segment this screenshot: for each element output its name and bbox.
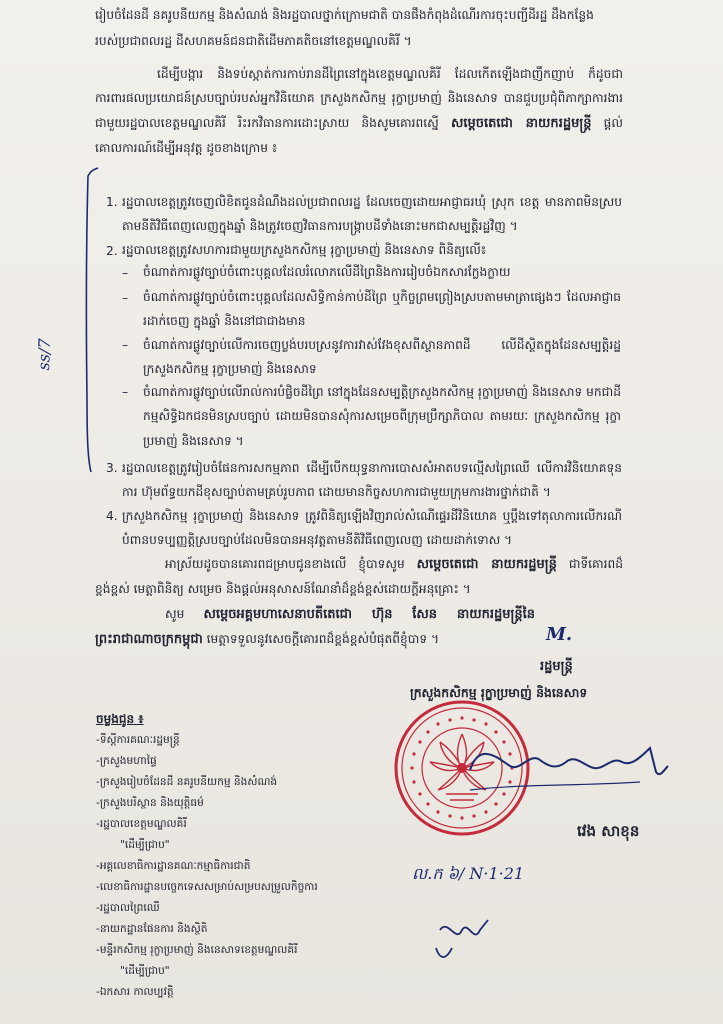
cc-item: -រដ្ឋបាលព្រៃឈើ <box>96 902 160 914</box>
item-number-2: 2. <box>106 244 118 258</box>
signatory-name: វេង សាខុន <box>577 822 640 840</box>
intro-line-2: របស់ប្រជាពលរដ្ឋ ដីសហគមន៍ជនជាតិដើមភាគតិចនៅខេត្តមណ្ឌលគិរី ។ <box>95 34 412 48</box>
cc-item-note: "ដើម្បីជ្រាប" <box>120 839 170 851</box>
item-3-text: រដ្ឋបាលខេត្តត្រូវរៀបចំផែនការសកម្មភាព ដើម្បីបើកយុទ្ធនាការបោសសំអាតបទល្មើសព្រៃឈើ លើការវិនិយោគទុនការ ហ៊ុមព័ទ្ធយកដីខុសច្បាប់តាមគ្រប់រូបភាព ដោយមានកិច្ចសហការជាមួយក្រុមការងារថ្នាក់ជាតិ ។ <box>122 461 622 500</box>
cc-item: -ក្រសួងបរិស្ថាន និងយុត្តិធម៌ <box>96 797 204 809</box>
cc-item-note: "ដើម្បីជ្រាប" <box>120 965 170 977</box>
item-number-1: 1. <box>106 195 118 209</box>
cc-item: -រដ្ឋបាលខេត្តមណ្ឌលគិរី <box>96 818 187 830</box>
paragraph-request-addressee: សម្តេចតេជោ នាយករដ្ឋមន្ត្រី <box>450 115 592 131</box>
cc-item: -ក្រសួងរៀបចំដែនដី នគរូបនីយកម្ម និងសំណង់ <box>96 776 278 788</box>
sub-bullet-2: ចំណាត់ការផ្លូវច្បាប់ចំពោះបុគ្គលដែលសិទ្ធិកាន់កាប់ដីព្រៃ ឬកិច្ចព្រមព្រៀងស្របតាមមាត្រាផ្សេងៗ ដែលអាជ្ញាធរដាក់ចេញ ក្នុងឆ្នាំ និងនៅជាជាងមាន <box>143 290 621 329</box>
bullet-dash: – <box>122 385 129 399</box>
signature-scribble <box>470 748 668 774</box>
cc-item: -មន្ទីរកសិកម្ម រុក្ខាប្រមាញ់ និងនេសាទខេត្តមណ្ឌលគិរី <box>96 944 298 956</box>
margin-bracket-mark <box>86 168 98 472</box>
item-number-3: 3. <box>106 461 118 475</box>
bullet-dash: – <box>122 291 129 305</box>
item-4-text: ក្រសួងកសិកម្ម រុក្ខាប្រមាញ់ និងនេសាទ ត្រូវពិនិត្យឡើងវិញរាល់សំណើផ្ទេរដីវិនិយោគ ឬប្តឹងទៅតុលាការលើករណី បំពានបទប្បញ្ញត្តិស្របច្បាប់ដែលមិនបានអនុវត្តតាមនីតិវិធីពេញលេញ ដោយដាក់ទោស ។ <box>122 509 622 548</box>
official-seal-icon <box>396 702 528 834</box>
item-2-text: រដ្ឋបាលខេត្តត្រូវសហការជាមួយក្រសួងកសិកម្ម រុក្ខាប្រមាញ់ និងនេសាទ ពិនិត្យលើ៖ <box>122 243 487 257</box>
cc-item: -នាយកដ្ឋានផែនការ និងស្ថិតិ <box>96 923 208 935</box>
bullet-dash: – <box>122 338 129 352</box>
closing-addressee: សម្តេចតេជោ នាយករដ្ឋមន្ត្រី <box>416 557 557 572</box>
margin-handwritten-note: ss/7 <box>34 338 55 371</box>
closing-tail: ជាទីគោរពដ៏ ខ្ពង់ខ្ពស់ មេត្តាពិនិត្យ សម្រេច និងផ្តល់អនុសាសន៍ណែនាំដ៏ខ្ពង់ខ្ពស់ដោយក្តីអនុគ្រោះ ។ <box>95 557 623 597</box>
closing-text: អាស្រ័យដូចបានគោរពជម្រាបជូនខាងលើ ខ្ញុំបាទសូម <box>165 557 405 571</box>
bullet-dash: – <box>122 266 129 280</box>
paragraph-request-tail: ផ្តល់គោលការណ៍ដើម្បីអនុវត្ត ដូចខាងក្រោម ៖ <box>95 115 623 155</box>
signatory-title: រដ្ឋមន្ត្រី <box>540 659 573 674</box>
item-number-4: 4. <box>106 509 118 523</box>
sub-bullet-1: ចំណាត់ការផ្លូវច្បាប់ចំពោះបុគ្គលដែលរំលោភលើដីព្រៃនិងការរៀបចំឯកសារក្លែងក្លាយ <box>143 265 511 279</box>
sub-bullet-4: ចំណាត់ការផ្លូវច្បាប់លើរាល់ការបំផ្លិចដីព្រៃ នៅក្នុងដែនសម្បត្តិក្រសួងកសិកម្ម រុក្ខាប្រមាញ់ និងនេសាទ មកជាដីកម្មសិទ្ធិឯកជនមិនស្របច្បាប់ ដោយមិនបានសុំការសម្រេចពីក្រុមប្រឹក្សាភិបាល តាមរយៈ ក្រសួងកសិកម្ម រុក្ខាប្រមាញ់ និងនេសាទ ។ <box>143 385 621 448</box>
salutation-addressee: សម្តេចអគ្គមហាសេនាបតីតេជោ ហ៊ុន សែន នាយករដ្ឋមន្ត្រីនៃព្រះរាជាណាចក្រកម្ពុជា <box>95 607 536 648</box>
handwritten-flourish <box>440 920 488 935</box>
handwritten-initials: M. <box>546 624 573 645</box>
salutation-tail: មេត្តាទទួលនូវសេចក្តីគោរពដ៏ខ្ពង់ខ្ពស់បំផុតពីខ្ញុំបាទ ។ <box>206 632 439 647</box>
cc-heading: ចម្លងជូន ៖ <box>96 712 144 726</box>
sub-bullet-3: ចំណាត់ការផ្លូវច្បាប់លើការចេញប្លង់បរបស្រនូវការវាស់វែងខុសពីស្ថានភាពដី លើដីស្ថិតក្នុងដែនសម្បត្តិរដ្ឋ ក្រសួងកសិកម្ម រុក្ខាប្រមាញ់ និងនេសាទ <box>143 338 621 377</box>
item-1-text: រដ្ឋបាលខេត្តត្រូវចេញលិខិតជូនដំណឹងដល់ប្រជាពលរដ្ឋ ដែលចេញដោយអាជ្ញាធរឃុំ ស្រុក ខេត្ត មានភាពមិនស្របតាមនីតិវិធីពេញលេញក្នុងឆ្នាំ និងត្រូវចេញវិធានការបង្ក្រាបដីទាំងនោះមកជាសម្បត្តិរដ្ឋវិញ ។ <box>122 195 622 234</box>
cc-item: -ឯកសារ កាលប្បវត្តិ <box>96 986 174 998</box>
cc-item: -អគ្គលេខាធិការដ្ឋានគណៈកម្មាធិការជាតិ <box>96 860 251 872</box>
salutation-lead: សូម <box>165 607 185 621</box>
cc-item: -លេខាធិការដ្ឋានបច្ចេកទេសសម្រាប់សម្របសម្រួលកិច្ចការ <box>96 881 318 893</box>
cc-item: -ទីស្តីការគណៈរដ្ឋមន្ត្រី <box>96 734 180 746</box>
handwritten-date: ល.ក ៦/ N·1·21 <box>412 864 525 883</box>
handwritten-checkmark <box>436 948 452 957</box>
paragraph-request-text: ដើម្បីបង្ការ និងទប់ស្កាត់ការកាប់រានដីព្រៃនៅក្នុងខេត្តមណ្ឌលគិរី ដែលកើតឡើងជាញឹកញាប់ ក៏ដូចជាការពារផលប្រយោជន៍ស្របច្បាប់របស់អ្នកវិនិយោគ ក្រសួងកសិកម្ម រុក្ខាប្រមាញ់ និងនេសាទ បានជួបប្រជុំពិភាក្សាការងារជាមួយរដ្ឋបាលខេត្តមណ្ឌលគិរី រិះរកវិធានការដោះស្រាយ និងសូមគោរពស្នើ <box>95 67 623 130</box>
intro-line-1: រៀបចំដែនដី នគរូបនីយកម្ម និងសំណង់ និងរដ្ឋបាលថ្នាក់ក្រោមជាតិ បានផឹងកំពុងដំណើរការចុះបញ្ជីដីរដ្ឋ ដឹងកន្លែង <box>95 8 594 22</box>
cc-item: -ក្រសួងមហាផ្ទៃ <box>96 755 157 767</box>
signatory-ministry: ក្រសួងកសិកម្ម រុក្ខាប្រមាញ់ និងនេសាទ <box>410 685 588 700</box>
